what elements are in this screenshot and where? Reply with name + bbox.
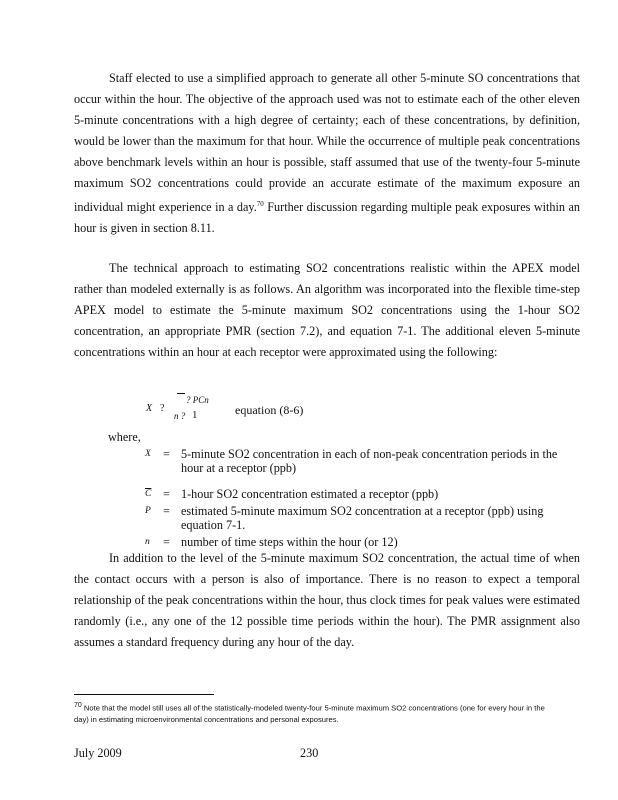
footer-date: July 2009: [74, 746, 122, 760]
definition-text: 5-minute SO2 concentration in each of non-peak concentration periods in the hour at a receptor (ppb): [181, 447, 558, 475]
footnote-divider: [74, 694, 214, 695]
equation-overbar: [177, 393, 185, 394]
definition-x: [145, 447, 575, 475]
equation-8-6: [146, 390, 396, 430]
definition-symbol: X: [145, 449, 151, 459]
definition-symbol: n: [145, 537, 150, 547]
equation-denominator-one: 1: [192, 409, 198, 421]
definitions-list: [145, 447, 575, 552]
definition-c: [145, 487, 575, 501]
definition-equals: =: [163, 535, 170, 549]
paragraph-3-text: In addition to the level of the 5-minute maximum SO2 concentration, the actual time of when the contact occurs with a person is also of importance. There is no reason to expect a temporal relationship of the peak concentrations within the hour, thus clock times for peak values were estimated randomly (i.e., any one of the 12 possible time periods within the hour). The PMR assignment also assumes a standard frequency during any hour of the day.: [74, 551, 580, 649]
paragraph-3: [74, 548, 580, 653]
definition-n: [145, 535, 575, 549]
page-number: 230: [300, 746, 319, 760]
paragraph-1-text: Staff elected to use a simplified approach to generate all other 5-minute SO concentrations that occur within the hour. The objective of the approach used was not to estimate each of the other eleven 5-minute concentrations with a high degree of certainty; each of these concentrations, by definition, would be lower than the maximum for that hour. While the occurrence of multiple peak concentrations above benchmark levels within an hour is possible, staff assumed that use of the twenty-four 5-minute maximum SO2 concentrations could provide an accurate estimate of the maximum exposure an individual might experience in a day.: [74, 71, 580, 215]
paragraph-2: [74, 258, 580, 363]
equation-numerator: ? PCn: [186, 395, 209, 405]
paragraph-1-tail: Further discussion regarding multiple peak exposures within an hour is given in section 8.11.: [74, 200, 580, 236]
footnote-70: [74, 700, 554, 725]
equation-denominator-n: n ?: [174, 411, 186, 421]
definition-symbol: P: [145, 506, 151, 516]
paragraph-2-text: The technical approach to estimating SO2 concentrations realistic within the APEX model rather than modeled externally is as follows. An algorithm was incorporated into the flexible time-step APEX model to estimate the 5-minute maximum SO2 concentrations using the 1-hour SO2 concentration, an appropriate PMR (section 7.2), and equation 7-1. The additional eleven 5-minute concentrations within an hour at each receptor were approximated using the following:: [74, 261, 580, 359]
definition-equals: =: [163, 487, 170, 501]
footnote-ref[interactable]: 70: [256, 200, 264, 208]
definition-text: 1-hour SO2 concentration estimated a receptor (ppb): [181, 487, 439, 501]
equation-x-symbol: X: [146, 403, 153, 414]
definition-text: estimated 5-minute maximum SO2 concentration at a receptor (ppb) using equation 7-1.: [181, 504, 544, 532]
footnote-marker: 70: [74, 702, 82, 709]
equation-label: equation (8-6): [235, 403, 304, 417]
definition-p: [145, 504, 575, 532]
paragraph-1: [74, 68, 580, 239]
definition-text: number of time steps within the hour (or 12): [181, 535, 398, 549]
definition-equals: =: [163, 447, 170, 461]
where-label: where,: [108, 430, 141, 444]
equation-glyph: ?: [160, 403, 165, 414]
definition-symbol: $\overline{C}$: [145, 489, 152, 499]
footnote-text: Note that the model still uses all of the statistically-modeled twenty-four 5-minute maximum SO2 concentrations (one for every hour in the day) in estimating microenvironmental concentrations and personal exposures.: [74, 703, 545, 724]
definition-equals: =: [163, 504, 170, 518]
